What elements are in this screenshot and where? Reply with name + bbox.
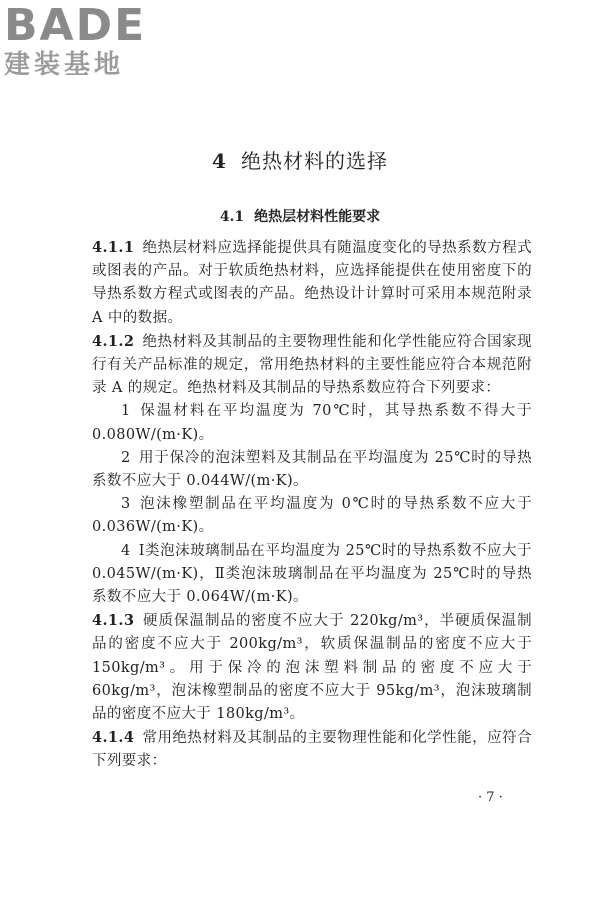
- clause-number: 4.1.3: [92, 612, 135, 630]
- clause-4-1-1: [92, 236, 532, 330]
- item-text: 泡沫橡塑制品在平均温度为 0℃时的导热系数不应大于 0.036W/(m·K)。: [92, 496, 532, 536]
- logo-brand: BADE: [4, 0, 147, 51]
- chapter-title-text: 绝热材料的选择: [240, 149, 388, 173]
- clause-number: 4.1.1: [92, 239, 135, 256]
- section-title: [0, 206, 600, 226]
- item-number: 2: [121, 449, 131, 466]
- item-text: 用于保冷的泡沫塑料及其制品在平均温度为 25℃时的导热系数不应大于 0.044W/(m·K)。: [92, 449, 532, 490]
- item-number: 1: [121, 403, 131, 420]
- clause-number: 4.1.4: [92, 729, 135, 747]
- clause-text: 绝热材料及其制品的主要物理性能和化学性能应符合国家现行有关产品标准的规定，常用绝热材料的主要性能应符合本规范附录 A 的规定。绝热材料及其制品的导热系数应符合下列要求：: [92, 333, 532, 397]
- clause-item: [92, 493, 532, 539]
- clause-4-1-3: [92, 609, 532, 726]
- item-number: 4: [121, 542, 131, 559]
- page-number: · 7 ·: [478, 790, 503, 805]
- section-title-text: 绝热层材料性能要求: [254, 209, 381, 225]
- clause-item: [92, 540, 532, 610]
- document-body: [92, 236, 532, 774]
- item-text: Ⅰ类泡沫玻璃制品在平均温度为 25℃时的导热系数不应大于 0.045W/(m·K)，Ⅱ类泡沫玻璃制品在平均温度为 25℃时的导热系数不应大于 0.064W/(m·K)。: [92, 542, 532, 606]
- section-number: 4.1: [219, 209, 245, 225]
- clause-text: 常用绝热材料及其制品的主要物理性能和化学性能，应符合下列要求：: [92, 730, 532, 770]
- clause-text: 绝热层材料应选择能提供具有随温度变化的导热系数方程式或图表的产品。对于软质绝热材料，应选择能提供在使用密度下的导热系数方程式或图表的产品。绝热设计计算时可采用本规范附录 A 中的数据。: [92, 240, 532, 326]
- chapter-number: 4: [212, 149, 227, 173]
- item-text: 保温材料在平均温度为 70℃时，其导热系数不得大于 0.080W/(m·K)。: [92, 403, 532, 443]
- clause-4-1-4: [92, 726, 532, 773]
- chapter-title: [0, 145, 600, 174]
- clause-text: 硬质保温制品的密度不应大于 220kg/m³，半硬质保温制品的密度不应大于 200kg/m³，软质保温制品的密度不应大于 150kg/m³。用于保冷的泡沫塑料制品的密度不应大于 60kg/m³，泡沫橡塑制品的密度不应大于 95kg/m³，泡沫玻璃制品的密度不应大于 180kg/m³。: [92, 613, 532, 723]
- clause-item: [92, 400, 532, 446]
- clause-item: [92, 447, 532, 493]
- clause-4-1-2: [92, 330, 532, 401]
- item-number: 3: [121, 496, 131, 513]
- clause-number: 4.1.2: [92, 332, 135, 350]
- logo-subtitle: 建装基地: [4, 50, 125, 80]
- logo: [4, 2, 184, 82]
